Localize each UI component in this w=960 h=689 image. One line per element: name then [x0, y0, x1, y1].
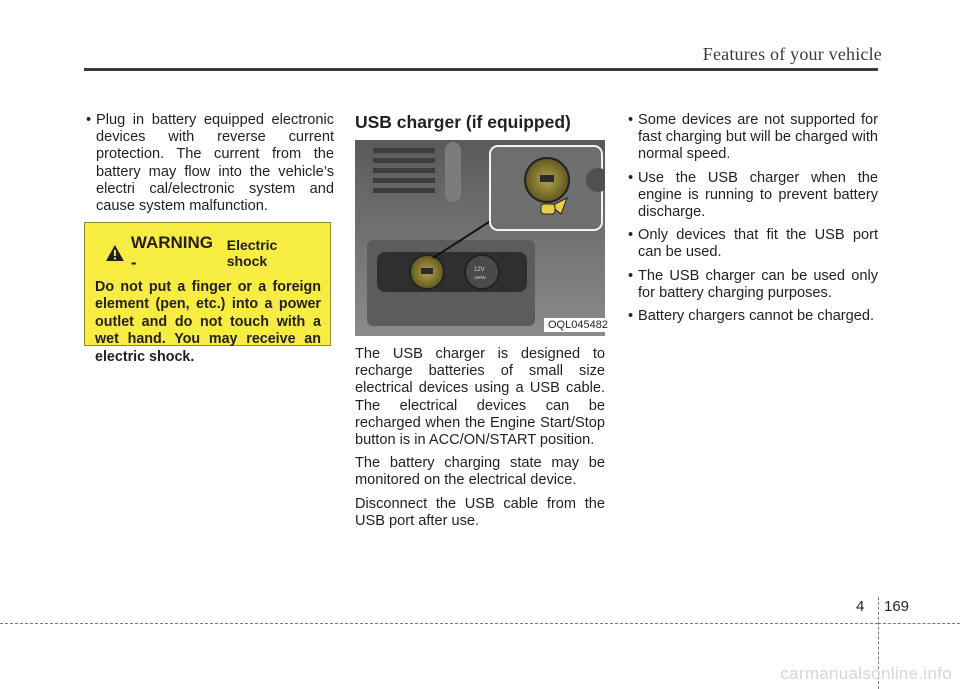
- paragraph: Disconnect the USB cable from the USB port after use.: [355, 495, 605, 529]
- warning-label: WARNING -: [130, 233, 214, 272]
- warning-subtitle: Electric shock: [226, 237, 278, 269]
- left-bullet-list: [84, 112, 334, 215]
- chapter-number: 4: [856, 598, 865, 615]
- running-header: Features of your vehicle: [702, 44, 882, 64]
- photo-12v-label: 12V: [474, 267, 485, 273]
- column-left: [84, 112, 334, 221]
- footer-rule-right: [878, 623, 960, 624]
- photo-code: OQL045482: [544, 318, 612, 332]
- list-item: • Use the USB charger when the engine is running to prevent battery discharge.: [626, 170, 878, 222]
- right-bullet-list: [626, 112, 878, 325]
- photo-power-label: 180W: [474, 275, 486, 280]
- list-item: • Plug in battery equipped electronic devices with reverse current protection. The current from the battery may flow into the vehicle’s electri cal/electronic system and cause system malfunction.: [84, 112, 334, 215]
- header-rule: [84, 68, 878, 71]
- paragraph: The USB charger is designed to recharge batteries of small size electrical devices using a USB cable. The electrical devices can be recharged when the Engine Start/Stop button is in ACC/ON/START position.: [355, 346, 605, 449]
- usb-charger-photo: [355, 140, 605, 336]
- page-number: 169: [884, 598, 910, 615]
- warning-triangle-icon: [105, 244, 125, 262]
- section-body: [355, 346, 605, 536]
- footer-rule: [0, 623, 878, 624]
- warning-header: [105, 233, 321, 273]
- column-right: [626, 112, 878, 331]
- warning-box: [84, 222, 331, 365]
- section-title: USB charger (if equipped): [355, 112, 571, 132]
- watermark: carmanualsonline.info: [780, 664, 952, 683]
- list-item: • Only devices that fit the USB port can be used.: [626, 227, 878, 261]
- list-item: • Battery chargers cannot be charged.: [626, 308, 878, 325]
- list-item: • Some devices are not supported for fast charging but will be charged with normal speed.: [626, 112, 878, 164]
- warning-text: Do not put a finger or a foreign element (pen, etc.) into a power outlet and do not touch with a wet hand. You may receive an electric shock.: [95, 279, 321, 365]
- list-item: • The USB charger can be used only for battery charging purposes.: [626, 268, 878, 302]
- paragraph: The battery charging state may be monitored on the electrical device.: [355, 455, 605, 489]
